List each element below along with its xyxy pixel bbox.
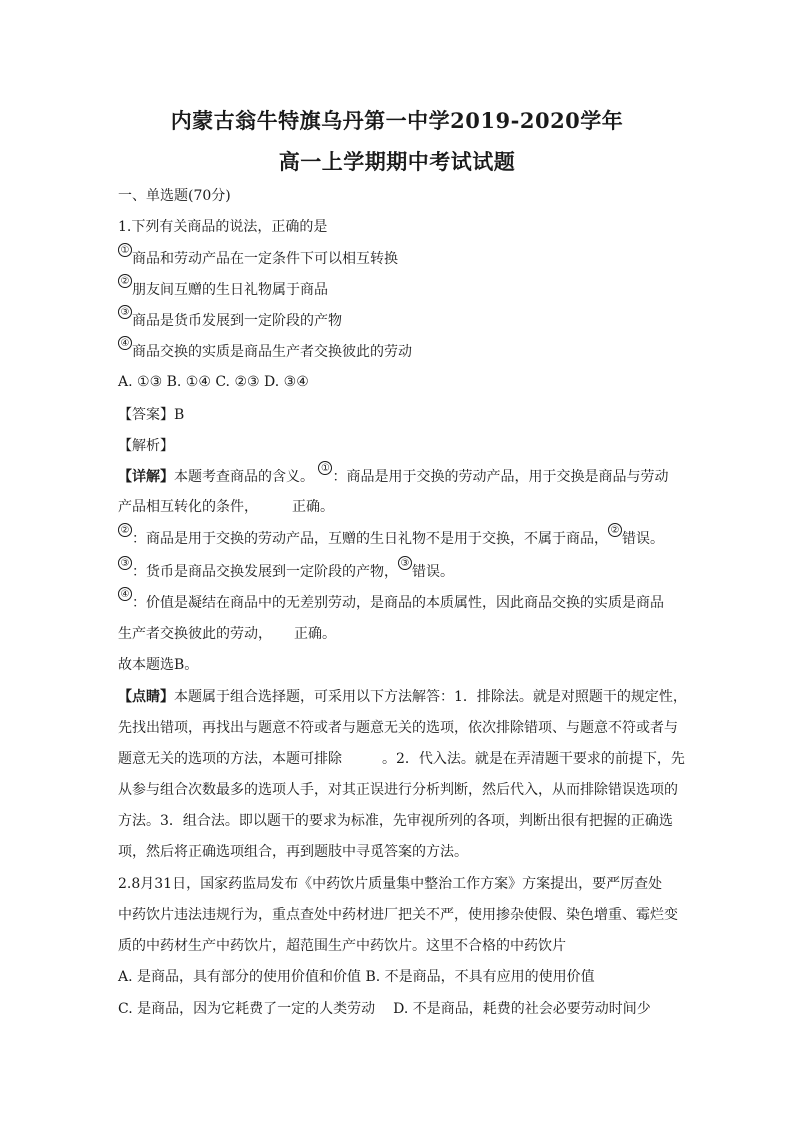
q1-statement-1 [118,245,688,269]
tips-text: 题意无关的选项的方法，本题可排除 [118,751,342,767]
q2-options-row-2 [118,999,688,1019]
q1-statement-3 [118,307,688,331]
detail-text: ：货币是商品交换发展到一定阶段的产物， [132,564,398,580]
tips-line-2: 先找出错项，再找出与题意不符或者与题意无关的选项，依次排除错项、与题意不符或者与 [118,720,678,736]
detail-text: ：商品是用于交换的劳动产品，互赠的生日礼物不是用于交换，不属于商品， [132,531,608,547]
detail-text: 正确。 [292,499,334,515]
q2-line-2: 中药饮片违法违规行为，重点查处中药材进厂把关不严，使用掺杂使假、染色增重、霉烂变 [118,907,678,923]
q2-line-1: 2.8月31日，国家药监局发布《中药饮片质量集中整治工作方案》方案提出，要严厉查处 [118,876,663,892]
detail-conclusion: 故本题选B。 [118,657,199,673]
statement-text: 商品交换的实质是商品生产者交换彼此的劳动 [132,344,412,360]
tips-text: 。2．代入法。就是在弄清题干要求的前提下，先 [382,751,685,767]
statement-text: 朋友间互赠的生日礼物属于商品 [132,282,328,298]
q1-answer: 【答案】B [118,407,185,423]
circled-number-2: ② [608,523,622,537]
detail-text: 生产者交换彼此的劳动， [118,626,272,642]
circled-number-2: ② [118,523,132,537]
document-title: 内蒙古翁牛特旗乌丹第一中学2019-2020学年 [170,108,624,133]
detail-line-5 [118,589,688,613]
q2-option-d: D. 不是商品，耗费的社会必要劳动时间少 [393,1001,651,1017]
q2-option-c: C. 是商品，因为它耗费了一定的人类劳动 [118,1001,376,1017]
circled-number-3: ③ [118,305,132,319]
tips-text: 本题属于组合选择题，可采用以下方法解答：1．排除法。就是对照题干的规定性， [174,689,687,705]
document-subtitle: 高一上学期期中考试试题 [278,149,516,174]
detail-line-3 [118,525,688,549]
circled-number-1: ① [118,243,132,257]
detail-text: 产品相互转化的条件， [118,499,258,515]
detail-line-2 [118,497,688,517]
q2-option-b: B. 不是商品，不具有应用的使用价值 [365,969,595,985]
q1-options [118,372,688,392]
q2-line-3: 质的中药材生产中药饮片，超范围生产中药饮片。这里不合格的中药饮片 [118,938,566,954]
option-a-nums: ①③ [137,374,163,390]
detail-text: ：商品是用于交换的劳动产品，用于交换是商品与劳动 [332,469,669,485]
statement-text: 商品是货币发展到一定阶段的产物 [132,313,342,329]
detail-label: 【详解】 [118,469,174,485]
tips-label: 【点睛】 [118,689,174,705]
q1-analysis-label: 【解析】 [118,438,174,454]
detail-text: 错误。 [622,531,664,547]
q1-statement-4 [118,338,688,362]
circled-number-1: ① [318,461,332,475]
q2-options-row-1 [118,967,688,987]
tips-line-5: 方法。3．组合法。即以题干的要求为标准，先审视所列的各项，判断出很有把握的正确选 [118,813,673,829]
circled-number-2: ② [118,274,132,288]
circled-number-3: ③ [118,556,132,570]
q1-stem: 1.下列有关商品的说法，正确的是 [118,219,328,235]
tips-line-3 [118,749,688,769]
circled-number-4: ④ [118,587,132,601]
option-d-label: D. [264,374,280,390]
detail-line-1 [118,463,688,487]
statement-text: 商品和劳动产品在一定条件下可以相互转换 [132,251,398,267]
q2-option-a: A. 是商品，具有部分的使用价值和价值 [118,969,362,985]
detail-text: 正确。 [294,626,336,642]
detail-line-4 [118,558,688,582]
detail-line-6 [118,624,688,644]
circled-number-4: ④ [118,336,132,350]
option-c-nums: ②③ [234,374,260,390]
option-b-nums: ①④ [185,374,211,390]
section-heading: 一、单选题(70分) [118,188,231,204]
detail-text: ：价值是凝结在商品中的无差别劳动，是商品的本质属性，因此商品交换的实质是商品 [132,595,664,611]
circled-number-3: ③ [398,556,412,570]
option-c-label: C. [215,374,231,390]
detail-text: 错误。 [412,564,454,580]
q1-statement-2 [118,276,688,300]
option-a-label: A. [118,374,133,390]
tips-line-6: 项，然后将正确选项组合，再到题肢中寻觅答案的方法。 [118,844,468,860]
detail-text: 本题考查商品的含义。 [174,469,314,485]
tips-line-4: 从参与组合次数最多的选项人手，对其正误进行分析判断，然后代入，从而排除错误选项的 [118,782,678,798]
option-d-nums: ③④ [283,374,309,390]
option-b-label: B. [166,374,182,390]
tips-line-1 [118,687,688,707]
